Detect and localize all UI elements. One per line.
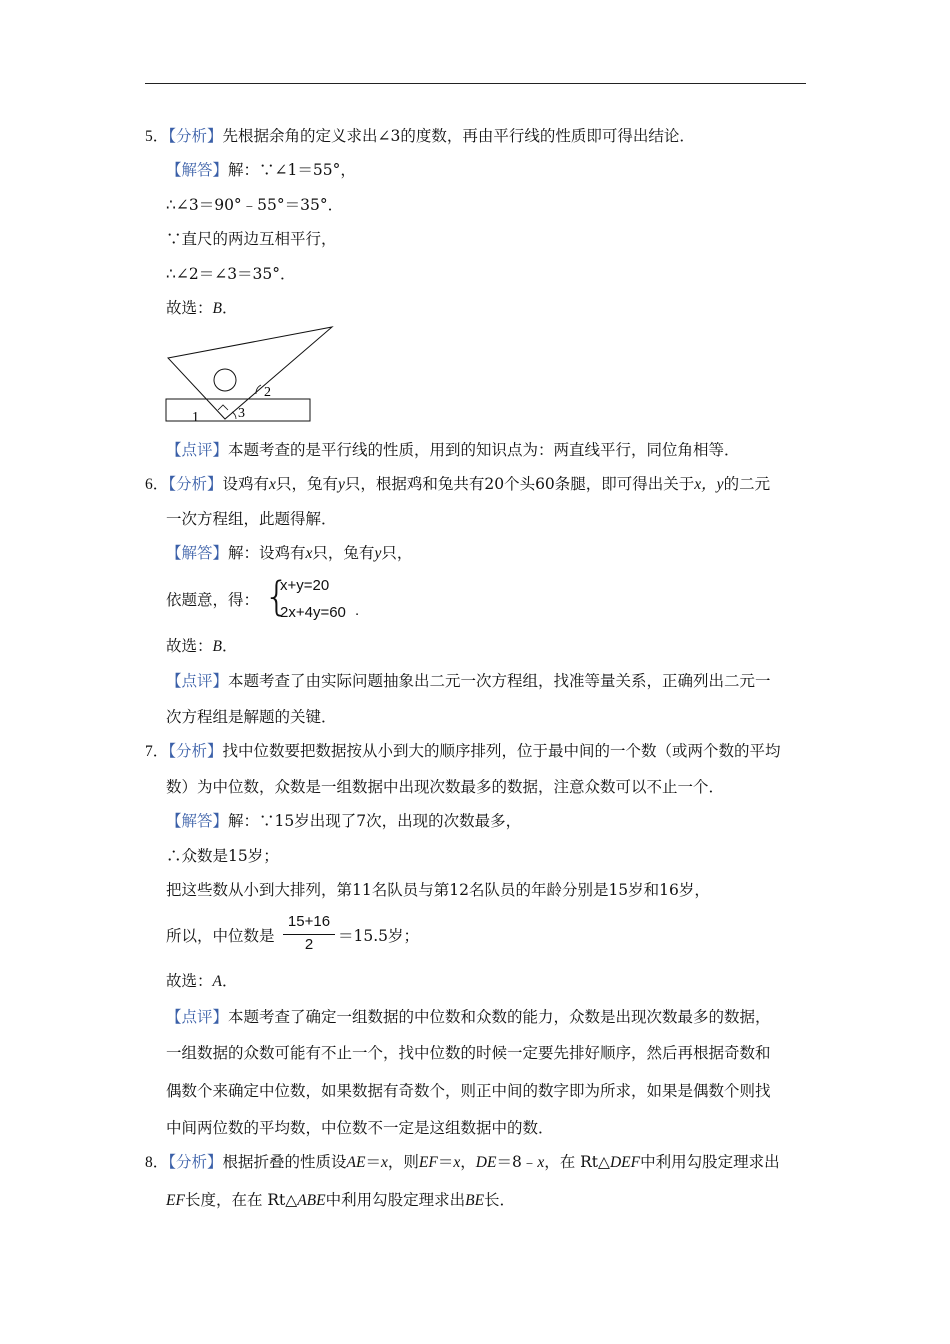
q7-step-2: ∴众数是15岁； [166, 847, 279, 865]
q5-answer-line [166, 160, 356, 180]
q6-choice: 故选：B． [166, 637, 238, 655]
q5-answer-tag: 【解答】 [166, 161, 229, 179]
triangle [168, 327, 332, 419]
q5-analysis-line [145, 126, 695, 147]
q5-choice: 故选：B． [166, 299, 238, 317]
q7-comment-line-4: 中间两位数的平均数，中位数不一定是这组数据中的数． [166, 1119, 554, 1137]
q6-analysis-line-2: 一次方程组，此题得解． [166, 510, 337, 528]
q5-comment-text: 本题考查的是平行线的性质，用到的知识点为：两直线平行，同位角相等． [228, 441, 740, 459]
q5-comment-line [166, 440, 740, 460]
q7-comment-line-2: 一组数据的众数可能有不止一个，找中位数的时候一定要先排好顺序，然后再根据奇数和 [166, 1044, 771, 1062]
fraction-bar [283, 934, 335, 935]
q5-answer-head: 解：∵∠1＝55°， [228, 161, 356, 179]
q7-analysis-line-1: 7．【分析】找中位数要把数据按从小到大的顺序排列，位于最中间的一个数（或两个数的平均 [145, 742, 781, 760]
q7-number: 7． [145, 743, 169, 760]
header-rule [145, 83, 806, 84]
right-angle-mark [218, 405, 228, 410]
q7-choice-letter: A [212, 973, 222, 990]
q5-step-3: ∵直尺的两边互相平行， [166, 230, 337, 248]
triangle-ruler-figure [160, 322, 340, 424]
q5-number: 5． [145, 128, 169, 145]
q8-analysis-line-1: 8．【分析】根据折叠的性质设AE＝x，则EF＝x，DE＝8﹣x，在 Rt△DEF中利用勾股定理求出 [145, 1153, 780, 1171]
equation-2: 2x+4y=60 [280, 604, 346, 621]
angle-label-1: 1 [192, 410, 199, 424]
q6-analysis-line-1: 6．【分析】设鸡有x只，兔有y只，根据鸡和兔共有20个头60条腿，即可得出关于x，y的二元 [145, 475, 771, 493]
fraction-numerator: 15+16 [287, 913, 331, 930]
q5-comment-tag: 【点评】 [166, 441, 229, 459]
q5-analysis-text: 先根据余角的定义求出∠3的度数，再由平行线的性质即可得出结论． [222, 127, 695, 145]
q7-median-prefix: 所以，中位数是 [166, 927, 275, 945]
q5-step-2: ∴∠3＝90°﹣55°＝35°． [166, 196, 344, 214]
equation-1: x+y=20 [280, 577, 330, 594]
q8-analysis-line-2: EF长度，在在 Rt△ABE中利用勾股定理求出BE长． [166, 1191, 516, 1209]
angle-label-2: 2 [264, 385, 271, 400]
triangle-hole [214, 369, 236, 391]
q7-answer-line: 【解答】解：∵15岁出现了7次，出现的次数最多， [166, 812, 522, 830]
q5-analysis-tag: 【分析】 [168, 127, 223, 145]
equation-period: . [355, 602, 360, 619]
q6-answer-line: 【解答】解：设鸡有x只，兔有y只， [166, 544, 413, 562]
q6-analysis-tag: 【分析】 [168, 475, 223, 493]
angle-label-3: 3 [238, 406, 245, 421]
q7-step-3: 把这些数从小到大排列，第11名队员与第12名队员的年龄分别是15岁和16岁， [166, 881, 710, 899]
q5-choice-letter: B [212, 300, 222, 317]
q7-comment-tag: 【点评】 [166, 1008, 229, 1026]
fraction-denominator: 2 [304, 936, 314, 953]
system-brace: { [264, 574, 290, 620]
q6-equation-prefix: 依题意，得： [166, 591, 260, 609]
q6-comment-line-1: 【点评】本题考查了由实际问题抽象出二元一次方程组，找准等量关系，正确列出二元一 [166, 672, 771, 690]
q7-comment-line-1: 【点评】本题考查了确定一组数据的中位数和众数的能力，众数是出现次数最多的数据， [166, 1008, 771, 1026]
angle-2-arc [256, 385, 261, 394]
q5-step-4: ∴∠2＝∠3＝35°． [166, 265, 296, 283]
q8-number: 8． [145, 1154, 169, 1171]
q7-comment-line-3: 偶数个来确定中位数，如果数据有奇数个，则正中间的数字即为所求，如果是偶数个则找 [166, 1082, 771, 1100]
q6-comment-line-2: 次方程组是解题的关键． [166, 708, 337, 726]
q7-answer-tag: 【解答】 [166, 812, 229, 830]
q8-analysis-tag: 【分析】 [168, 1153, 223, 1171]
q6-number: 6． [145, 476, 169, 493]
q6-answer-tag: 【解答】 [166, 544, 229, 562]
q6-choice-letter: B [212, 638, 222, 655]
q7-analysis-line-2: 数）为中位数，众数是一组数据中出现次数最多的数据，注意众数可以不止一个． [166, 778, 725, 796]
q6-comment-tag: 【点评】 [166, 672, 229, 690]
q7-choice: 故选：A． [166, 972, 238, 990]
q7-analysis-tag: 【分析】 [168, 742, 223, 760]
q7-median-suffix: ＝15.5岁； [338, 927, 420, 945]
